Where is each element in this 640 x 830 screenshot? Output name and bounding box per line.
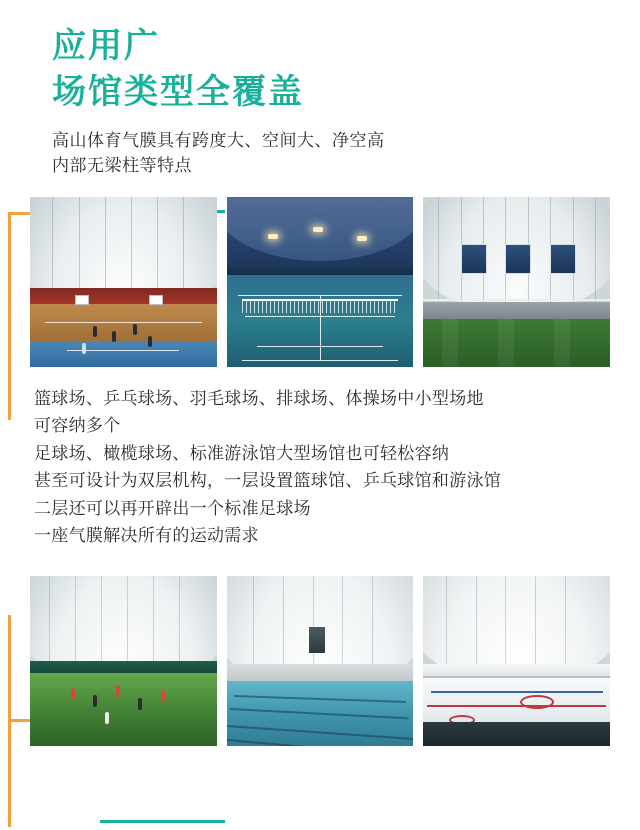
body-line-2: 可容纳多个 (34, 416, 121, 436)
body-line-5: 二层还可以再开辟出一个标准足球场 (34, 498, 311, 518)
body-text (0, 367, 640, 550)
page-title-line1: 应用广 (52, 27, 160, 65)
swimming-pool-photo (227, 576, 414, 746)
subtitle-line2: 内部无梁柱等特点 (52, 155, 192, 175)
subtitle-line1: 高山体育气膜具有跨度大、空间大、净空高 (52, 131, 385, 151)
ice-rink-photo (423, 576, 610, 746)
bottom-teal-bracket (100, 820, 225, 826)
body-line-6: 一座气膜解决所有的运动需求 (34, 526, 259, 546)
gallery-bottom (0, 576, 640, 746)
body-line-1: 篮球场、乒乓球场、羽毛球场、排球场、体操场中小型场地 (34, 388, 484, 408)
basketball-court-photo (30, 197, 217, 367)
body-line-4: 甚至可设计为双层机构，一层设置篮球馆、乒乓球馆和游泳馆 (34, 471, 502, 491)
body-line-3: 足球场、橄榄球场、标准游泳馆大型场馆也可轻松容纳 (34, 443, 450, 463)
gallery-top (0, 197, 640, 367)
soccer-training-turf-photo (30, 576, 217, 746)
subtitle (52, 129, 640, 178)
header (0, 0, 640, 179)
tennis-badminton-court-photo (227, 197, 414, 367)
page-title-line2: 场馆类型全覆盖 (52, 72, 304, 111)
football-field-dome-photo (423, 197, 610, 367)
